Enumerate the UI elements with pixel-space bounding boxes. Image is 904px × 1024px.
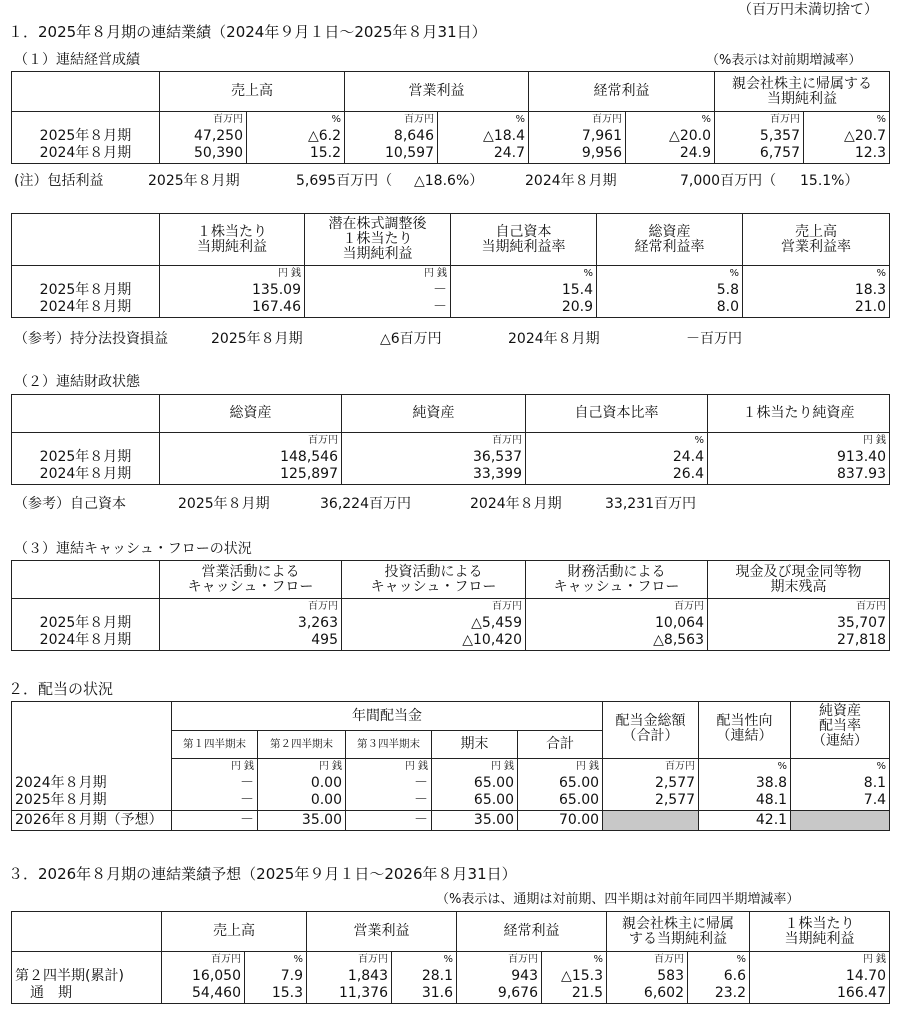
table-cell: － bbox=[172, 810, 258, 830]
table-cell: 12.3 bbox=[804, 145, 890, 163]
table-row bbox=[12, 967, 890, 985]
table-cell bbox=[305, 214, 451, 266]
table-cell: 15.2 bbox=[247, 145, 345, 163]
table-cell: 第２四半期末 bbox=[258, 731, 346, 759]
table-cell: 2025年８月期 bbox=[148, 173, 240, 189]
table-row bbox=[12, 145, 890, 163]
table-cell: 2024年８月期 bbox=[508, 331, 600, 347]
table-cell: 5.8 bbox=[597, 281, 743, 299]
table-cell: 0.00 bbox=[258, 774, 346, 792]
table-cell: １株当たり純資産 bbox=[708, 395, 890, 433]
table-cell: 営業利益率 bbox=[781, 238, 851, 255]
table-cell: 通 期 bbox=[12, 985, 162, 1003]
table-row bbox=[12, 792, 890, 810]
table-cell: 15.3 bbox=[245, 985, 307, 1003]
table-row bbox=[12, 448, 890, 466]
table-cell: － bbox=[346, 810, 432, 830]
table-cell: 167.46 bbox=[160, 299, 305, 317]
table-row bbox=[12, 299, 890, 317]
table-cell: 24.7 bbox=[438, 145, 529, 163]
table-cell: （連結） bbox=[716, 728, 773, 744]
table-cell: % bbox=[526, 433, 708, 449]
table-cell: 百万円 bbox=[529, 112, 626, 128]
table-cell: 65.00 bbox=[518, 774, 603, 792]
table-cell: 2025年８月期 bbox=[12, 281, 160, 299]
table-cell bbox=[342, 561, 526, 599]
table-cell: 9,956 bbox=[529, 145, 626, 163]
table-cell: 8.1 bbox=[791, 774, 890, 792]
table-cell: 当期純利益 bbox=[767, 90, 837, 107]
table-cell: 42.1 bbox=[699, 810, 791, 830]
table-cell: － bbox=[172, 774, 258, 792]
equity-label: （参考）自己資本 bbox=[14, 496, 126, 512]
table-cell: 23.2 bbox=[688, 985, 750, 1003]
table-cell: 2026年８月期（予想） bbox=[12, 810, 172, 830]
table-cell: 35.00 bbox=[432, 810, 518, 830]
table-cell: △6.2 bbox=[247, 127, 345, 145]
table-cell: 8.0 bbox=[597, 299, 743, 317]
table-cell bbox=[12, 266, 160, 282]
table-cell: － bbox=[305, 299, 451, 317]
table-cell: 経常利益 bbox=[457, 912, 607, 952]
financial-position-table bbox=[11, 394, 890, 485]
table-cell: －百万円 bbox=[686, 331, 742, 347]
table-cell: 親会社株主に帰属する bbox=[732, 75, 872, 92]
table-cell: － bbox=[172, 792, 258, 810]
sub1-title: （１）連結経営成績 bbox=[14, 52, 140, 68]
table-cell: 15.4 bbox=[451, 281, 597, 299]
table-cell: 2024年８月期 bbox=[525, 173, 617, 189]
table-cell: 総資産 bbox=[648, 223, 691, 240]
table-cell: 2025年８月期 bbox=[211, 331, 303, 347]
gray-cell bbox=[791, 810, 890, 830]
table-row bbox=[12, 985, 890, 1003]
col-net-income bbox=[715, 72, 890, 112]
table-cell: 28.1 bbox=[392, 967, 457, 985]
table-cell: 当期純利益率 bbox=[481, 238, 566, 255]
table-cell: キャッシュ・フロー bbox=[553, 578, 680, 595]
table-cell: 6,602 bbox=[607, 985, 688, 1003]
table-cell: 百万円 bbox=[603, 759, 699, 775]
table-cell bbox=[12, 112, 160, 128]
table-cell: 円 銭 bbox=[160, 266, 305, 282]
col-sales: 売上高 bbox=[160, 72, 345, 112]
table-cell: 投資活動による bbox=[384, 563, 483, 580]
table-cell: 33,231百万円 bbox=[605, 496, 696, 512]
table-cell: 当期純利益 bbox=[784, 930, 855, 947]
table-cell: % bbox=[743, 266, 890, 282]
table-cell bbox=[607, 912, 750, 952]
table-cell bbox=[12, 561, 160, 599]
table-cell: 31.6 bbox=[392, 985, 457, 1003]
table-cell bbox=[791, 702, 890, 759]
table-cell bbox=[12, 759, 172, 775]
table-cell: － bbox=[305, 281, 451, 299]
section3-title: ３．2026年８月期の連結業績予想（2025年９月１日～2026年８月31日） bbox=[8, 865, 517, 883]
section2-title: ２．配当の状況 bbox=[8, 680, 114, 698]
table-cell: 期末 bbox=[432, 731, 518, 759]
table-cell bbox=[160, 214, 305, 266]
table-cell: 135.09 bbox=[160, 281, 305, 299]
table-cell: 48.1 bbox=[699, 792, 791, 810]
table-cell: % bbox=[804, 112, 890, 128]
table-cell: 2,577 bbox=[603, 774, 699, 792]
table-cell: 自己資本 bbox=[495, 223, 552, 240]
table-cell: 6,757 bbox=[715, 145, 804, 163]
table-cell: % bbox=[688, 952, 750, 968]
per-share-table bbox=[11, 213, 890, 318]
table-cell bbox=[12, 912, 162, 952]
table-cell: 円 銭 bbox=[432, 759, 518, 775]
table-cell: 2025年８月期 bbox=[178, 496, 270, 512]
table-cell: 6.6 bbox=[688, 967, 750, 985]
table-cell: △20.0 bbox=[626, 127, 715, 145]
table-cell: 百万円 bbox=[715, 112, 804, 128]
table-cell: 第２四半期(累計) bbox=[12, 967, 162, 985]
table-cell: 営業活動による bbox=[201, 563, 300, 580]
table-cell: △5,459 bbox=[342, 614, 526, 632]
table-cell: △18.4 bbox=[438, 127, 529, 145]
table-cell: キャッシュ・フロー bbox=[187, 578, 314, 595]
table-cell: 16,050 bbox=[162, 967, 245, 985]
table-cell: 9,676 bbox=[457, 985, 542, 1003]
table-cell: 2024年８月期 bbox=[12, 466, 160, 484]
unit-note: （百万円未満切捨て） bbox=[738, 2, 878, 18]
sub3-title: （２）連結財政状態 bbox=[14, 374, 140, 390]
table-cell: 総資産 bbox=[160, 395, 342, 433]
table-cell: 円 銭 bbox=[305, 266, 451, 282]
table-cell: 百万円 bbox=[160, 433, 342, 449]
table-cell: － bbox=[346, 774, 432, 792]
table-cell: 百万円 bbox=[342, 599, 526, 615]
table-cell: 2024年８月期 bbox=[12, 774, 172, 792]
table-cell: 2024年８月期 bbox=[12, 299, 160, 317]
table-cell: 14.70 bbox=[750, 967, 890, 985]
gray-cell bbox=[603, 810, 699, 830]
table-cell: 495 bbox=[160, 632, 342, 650]
col-operating-profit: 営業利益 bbox=[345, 72, 529, 112]
table-cell: 36,537 bbox=[342, 448, 526, 466]
table-cell: 純資産 bbox=[819, 703, 862, 719]
table-cell: （合計） bbox=[622, 728, 679, 744]
table-cell: 百万円 bbox=[345, 112, 438, 128]
table-cell: 27,818 bbox=[708, 632, 890, 650]
table-cell: 54,460 bbox=[162, 985, 245, 1003]
table-cell: △8,563 bbox=[526, 632, 708, 650]
table-cell: 円 銭 bbox=[258, 759, 346, 775]
table-cell bbox=[12, 952, 162, 968]
table-cell bbox=[597, 214, 743, 266]
cash-flow-table bbox=[11, 560, 890, 651]
table-cell: 70.00 bbox=[518, 810, 603, 830]
table-cell: 11,376 bbox=[307, 985, 392, 1003]
table-cell bbox=[743, 214, 890, 266]
table-cell: 2024年８月期 bbox=[12, 632, 160, 650]
table-cell: 18.3 bbox=[743, 281, 890, 299]
table-cell: 合計 bbox=[518, 731, 603, 759]
operating-results-table bbox=[11, 71, 890, 164]
table-cell: 166.47 bbox=[750, 985, 890, 1003]
table-cell: △20.7 bbox=[804, 127, 890, 145]
table-cell bbox=[699, 702, 791, 759]
table-row bbox=[12, 614, 890, 632]
table-cell: 65.00 bbox=[518, 792, 603, 810]
table-cell: 36,224百万円 bbox=[320, 496, 411, 512]
table-cell: 26.4 bbox=[526, 466, 708, 484]
table-row bbox=[12, 466, 890, 484]
table-cell: 配当率 bbox=[819, 718, 862, 734]
table-cell: 円 銭 bbox=[172, 759, 258, 775]
table-cell: 2025年８月期 bbox=[12, 792, 172, 810]
table-cell: 配当性向 bbox=[716, 713, 773, 729]
table-cell: 24.4 bbox=[526, 448, 708, 466]
table-cell: △6百万円 bbox=[380, 331, 442, 347]
table-cell: 百万円 bbox=[526, 599, 708, 615]
table-cell: 35,707 bbox=[708, 614, 890, 632]
table-cell: 売上高 bbox=[162, 912, 307, 952]
table-cell: 913.40 bbox=[708, 448, 890, 466]
table-cell: % bbox=[791, 759, 890, 775]
table-cell: 47,250 bbox=[160, 127, 247, 145]
table-cell: １株当たり bbox=[197, 223, 267, 240]
table-cell bbox=[12, 599, 160, 615]
table-cell: 第３四半期末 bbox=[346, 731, 432, 759]
table-cell: % bbox=[438, 112, 529, 128]
table-cell: キャッシュ・フロー bbox=[370, 578, 497, 595]
forecast-table bbox=[11, 911, 890, 1004]
table-cell: 円 銭 bbox=[750, 952, 890, 968]
table-cell: 943 bbox=[457, 967, 542, 985]
table-cell: 財務活動による bbox=[567, 563, 666, 580]
table-cell: 経常利益率 bbox=[634, 238, 705, 255]
table-cell: する当期純利益 bbox=[629, 930, 727, 947]
table-cell: 百万円 bbox=[708, 599, 890, 615]
table-cell: 125,897 bbox=[160, 466, 342, 484]
dividends-table bbox=[11, 701, 890, 831]
table-cell: 10,064 bbox=[526, 614, 708, 632]
table-cell: 純資産 bbox=[342, 395, 526, 433]
corner-cell bbox=[12, 72, 160, 112]
table-cell: １株当たり bbox=[342, 231, 413, 247]
table-cell: △18.6%） bbox=[414, 173, 484, 189]
table-cell: 21.5 bbox=[542, 985, 607, 1003]
table-cell: 10,597 bbox=[345, 145, 438, 163]
table-cell: 潜在株式調整後 bbox=[328, 216, 427, 232]
table-cell: 837.93 bbox=[708, 466, 890, 484]
table-cell bbox=[12, 395, 160, 433]
table-cell bbox=[12, 433, 160, 449]
table-cell: 親会社株主に帰属 bbox=[622, 915, 734, 932]
table-cell: % bbox=[597, 266, 743, 282]
table-cell: 20.9 bbox=[451, 299, 597, 317]
table-cell: % bbox=[542, 952, 607, 968]
table-cell: 50,390 bbox=[160, 145, 247, 163]
table-cell: 当期純利益 bbox=[342, 246, 413, 262]
table-cell: 35.00 bbox=[258, 810, 346, 830]
table-cell: 24.9 bbox=[626, 145, 715, 163]
table-cell: 0.00 bbox=[258, 792, 346, 810]
table-cell: （連結） bbox=[812, 733, 869, 749]
section1-title: １．2025年８月期の連結業績（2024年９月１日～2025年８月31日） bbox=[8, 23, 487, 41]
table-cell: 7.9 bbox=[245, 967, 307, 985]
table-cell: % bbox=[699, 759, 791, 775]
table-cell: 7,000百万円（ bbox=[680, 173, 777, 189]
table-cell bbox=[451, 214, 597, 266]
table-cell: △15.3 bbox=[542, 967, 607, 985]
table-cell: 当期純利益 bbox=[197, 238, 267, 255]
sub1-note: （%表示は対前期増減率） bbox=[706, 53, 862, 68]
table-cell: △10,420 bbox=[342, 632, 526, 650]
sub4-title: （３）連結キャッシュ・フローの状況 bbox=[14, 541, 252, 557]
table-cell: 現金及び現金同等物 bbox=[735, 563, 862, 580]
table-cell: 配当金総額 bbox=[615, 713, 686, 729]
table-cell: 5,695百万円（ bbox=[296, 173, 393, 189]
forecast-row bbox=[12, 810, 890, 830]
table-cell: 5,357 bbox=[715, 127, 804, 145]
table-cell: 2025年８月期 bbox=[12, 127, 160, 145]
table-cell: 百万円 bbox=[160, 112, 247, 128]
table-row bbox=[12, 281, 890, 299]
table-cell: % bbox=[245, 952, 307, 968]
table-cell: 21.0 bbox=[743, 299, 890, 317]
table-cell: 3,263 bbox=[160, 614, 342, 632]
table-cell: % bbox=[451, 266, 597, 282]
table-cell: 38.8 bbox=[699, 774, 791, 792]
table-cell: 百万円 bbox=[342, 433, 526, 449]
table-cell: 7,961 bbox=[529, 127, 626, 145]
table-cell: 8,646 bbox=[345, 127, 438, 145]
table-cell: 期末残高 bbox=[770, 578, 827, 595]
table-cell: － bbox=[346, 792, 432, 810]
table-cell: % bbox=[392, 952, 457, 968]
table-cell bbox=[526, 561, 708, 599]
table-cell bbox=[160, 561, 342, 599]
section3-note: （%表示は、通期は対前期、四半期は対前年同四半期増減率） bbox=[436, 892, 800, 907]
table-cell: 583 bbox=[607, 967, 688, 985]
table-cell: 第１四半期末 bbox=[172, 731, 258, 759]
annual-dividend-header: 年間配当金 bbox=[172, 702, 603, 731]
table-cell: 営業利益 bbox=[307, 912, 457, 952]
table-cell: 2025年８月期 bbox=[12, 614, 160, 632]
table-cell: 2025年８月期 bbox=[12, 448, 160, 466]
table-cell bbox=[12, 702, 172, 759]
table-cell bbox=[708, 561, 890, 599]
table-cell bbox=[603, 702, 699, 759]
table-cell: 円 銭 bbox=[708, 433, 890, 449]
table-cell: 15.1%） bbox=[800, 173, 859, 189]
table-cell: 2,577 bbox=[603, 792, 699, 810]
table-cell: 百万円 bbox=[607, 952, 688, 968]
table-row bbox=[12, 127, 890, 145]
table-cell: 円 銭 bbox=[518, 759, 603, 775]
table-cell: 7.4 bbox=[791, 792, 890, 810]
table-cell: % bbox=[626, 112, 715, 128]
table-cell: 自己資本比率 bbox=[526, 395, 708, 433]
table-cell: 148,546 bbox=[160, 448, 342, 466]
table-cell: 1,843 bbox=[307, 967, 392, 985]
table-cell: % bbox=[247, 112, 345, 128]
table-cell: 65.00 bbox=[432, 774, 518, 792]
table-row bbox=[12, 774, 890, 792]
table-cell: 百万円 bbox=[457, 952, 542, 968]
table-cell: 百万円 bbox=[162, 952, 245, 968]
table-cell: １株当たり bbox=[784, 915, 855, 932]
col-ordinary-profit: 経常利益 bbox=[529, 72, 715, 112]
table-cell: 百万円 bbox=[307, 952, 392, 968]
table-cell: 百万円 bbox=[160, 599, 342, 615]
table-cell: 2024年８月期 bbox=[12, 145, 160, 163]
table-cell bbox=[750, 912, 890, 952]
table-cell: 65.00 bbox=[432, 792, 518, 810]
table-row bbox=[12, 632, 890, 650]
table-cell: 売上高 bbox=[795, 223, 837, 240]
table-cell bbox=[12, 214, 160, 266]
table-cell: 2024年８月期 bbox=[470, 496, 562, 512]
equity-method-label: （参考）持分法投資損益 bbox=[14, 331, 168, 347]
table-cell: 円 銭 bbox=[346, 759, 432, 775]
table-cell: 33,399 bbox=[342, 466, 526, 484]
comprehensive-income-label: (注）包括利益 bbox=[14, 173, 104, 189]
